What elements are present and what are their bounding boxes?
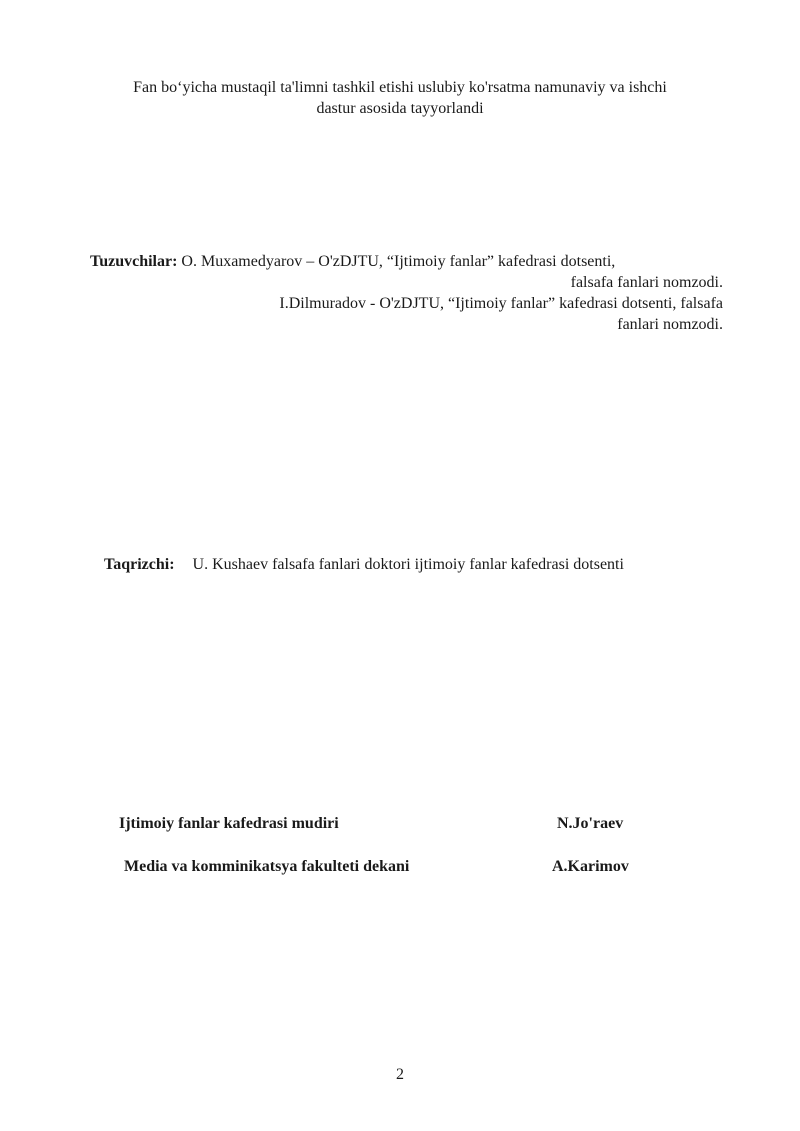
authors-block — [90, 251, 723, 335]
author-2-line-2: fanlari nomzodi. — [617, 316, 723, 333]
author-1-line-2: falsafa fanlari nomzodi. — [570, 274, 723, 291]
reviewer-text: U. Kushaev falsafa fanlari doktori ijtimoiy fanlar kafedrasi dotsenti — [192, 556, 624, 573]
signature-name-1: N.Jo'raev — [557, 815, 624, 832]
author-1-text-a: O. Muxamedyarov – O'zDJTU, “Ijtimoiy fanlar” kafedrasi dotsenti, — [181, 253, 616, 270]
intro-paragraph — [60, 77, 740, 119]
signature-role-2: Media va komminikatsya fakulteti dekani — [124, 858, 410, 875]
intro-line-2: dastur asosida tayyorlandi — [316, 100, 484, 117]
reviewer-block — [104, 554, 724, 575]
intro-line-1: Fan bo‘yicha mustaqil ta'limni tashkil etishi uslubiy ko'rsatma namunaviy va ishchi — [133, 79, 667, 96]
signature-name-2: A.Karimov — [552, 858, 629, 875]
author-2-line-1: I.Dilmuradov - O'zDJTU, “Ijtimoiy fanlar” kafedrasi dotsenti, falsafa — [279, 295, 723, 312]
authors-label: Tuzuvchilar: — [90, 253, 178, 270]
signature-role-1: Ijtimoiy fanlar kafedrasi mudiri — [119, 815, 339, 832]
page-number: 2 — [396, 1066, 404, 1083]
author-1-line-1 — [90, 251, 723, 272]
reviewer-label: Taqrizchi: — [104, 556, 175, 573]
